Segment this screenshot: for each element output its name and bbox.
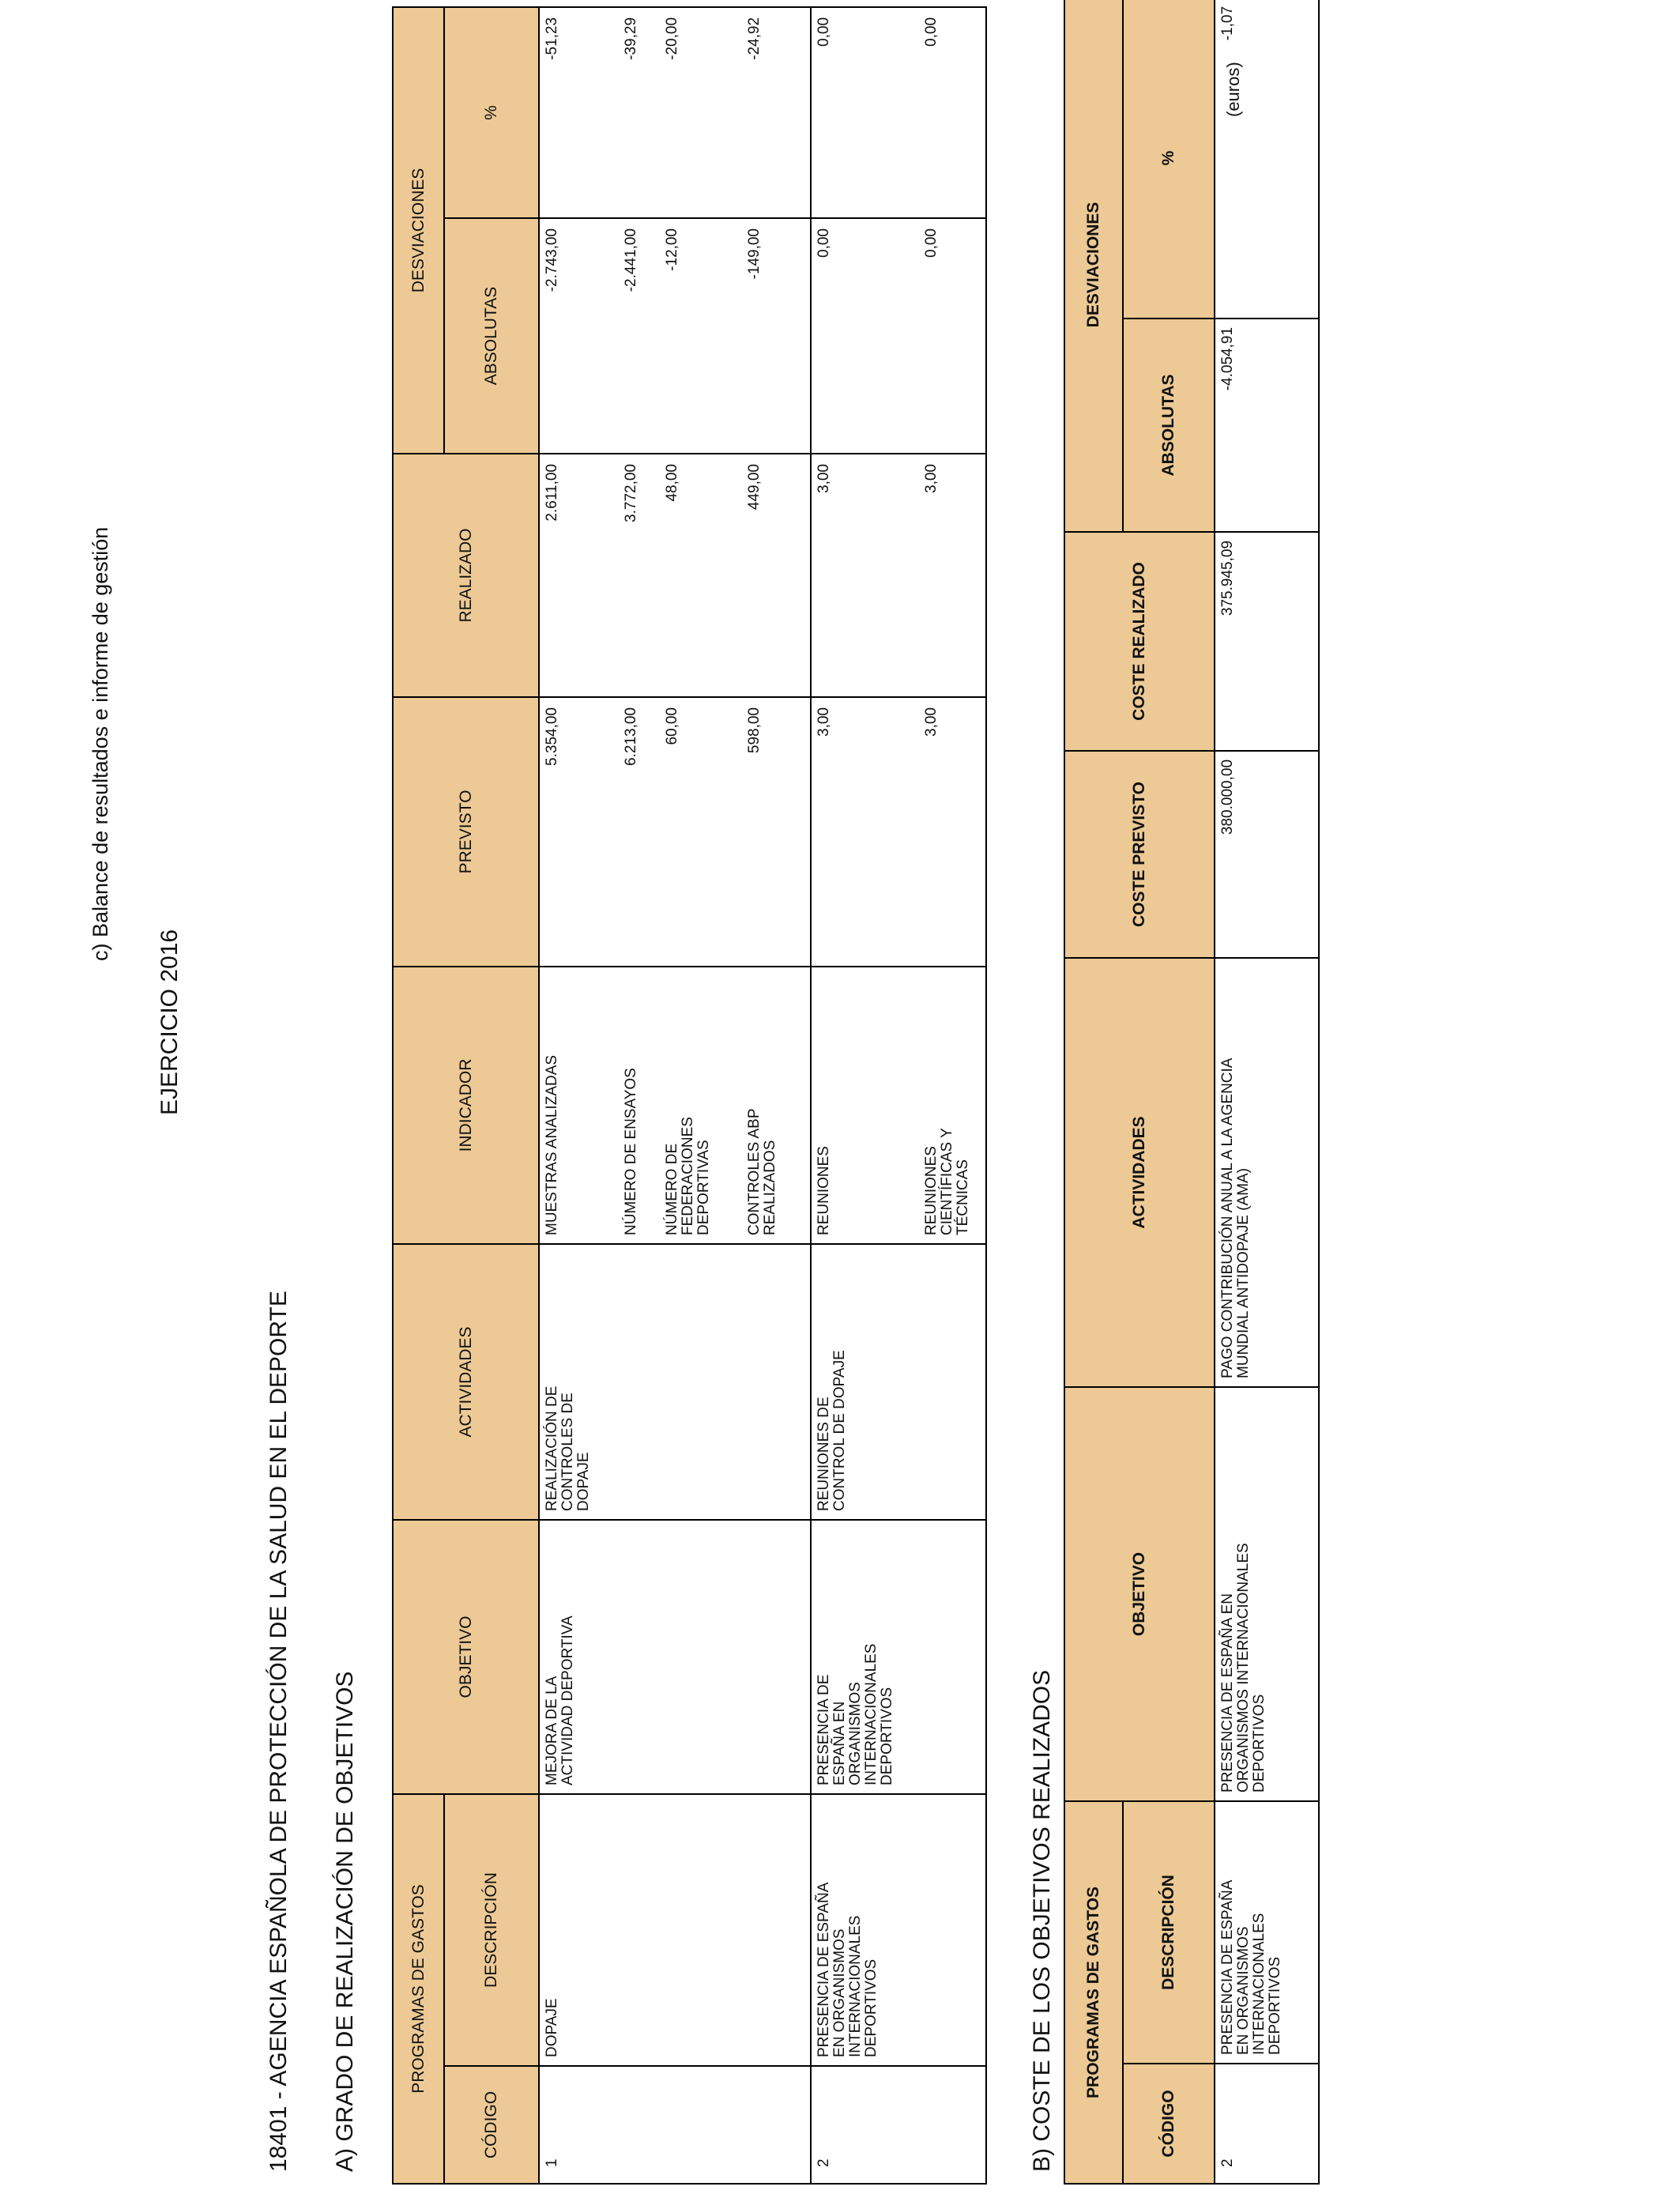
row2-absolutas: 0,00 0,00 [811, 218, 986, 454]
costrow-absolutas: -4.054,91 [1215, 319, 1319, 532]
table-row [539, 7, 811, 2184]
header-pct: % [1123, 0, 1215, 319]
header-codigo: CÓDIGO [444, 2066, 539, 2184]
row1-descripcion: DOPAJE [539, 1794, 811, 2066]
header-descripcion: DESCRIPCIÓN [444, 1794, 539, 2066]
row1-pct: -51,23 -39,29 -20,00 -24,92 [539, 7, 811, 218]
costrow-coste-previsto: 380.000,00 [1215, 751, 1319, 958]
header-programas: PROGRAMAS DE GASTOS [1064, 1801, 1123, 2184]
costrow-descripcion: PRESENCIA DE ESPAÑA EN ORGANISMOS INTERNACIONALES DEPORTIVOS [1215, 1801, 1319, 2064]
row2-realizado: 3,00 3,00 [811, 454, 986, 697]
row1-absolutas: -2.743,00 -2.441,00 -12,00 -149,00 [539, 218, 811, 454]
row1-indicadores: MUESTRAS ANALIZADAS NÚMERO DE ENSAYOS NÚMERO DE FEDERACIONES DEPORTIVAS CONTROLES ABP REALIZADOS [539, 967, 811, 1244]
table-row [1215, 0, 1319, 2184]
section-b-title: B) COSTE DE LOS OBJETIVOS REALIZADOS [1029, 1669, 1055, 2172]
header-desviaciones: DESVIACIONES [1064, 0, 1123, 532]
header-absolutas: ABSOLUTAS [1123, 319, 1215, 532]
header-pct: % [444, 7, 539, 218]
header-actividades: ACTIVIDADES [1064, 958, 1215, 1387]
header-previsto: PREVISTO [393, 697, 539, 967]
header-realizado: REALIZADO [393, 454, 539, 697]
header-programas: PROGRAMAS DE GASTOS [393, 1794, 444, 2184]
costrow-actividades: PAGO CONTRIBUCIÓN ANUAL A LA AGENCIA MUNDIAL ANTIDOPAJE (AMA) [1215, 958, 1319, 1387]
header-row-1 [393, 7, 444, 2184]
costrow-objetivo: PRESENCIA DE ESPAÑA EN ORGANISMOS INTERNACIONALES DEPORTIVOS [1215, 1387, 1319, 1801]
row2-descripcion: PRESENCIA DE ESPAÑA EN ORGANISMOS INTERNACIONALES DEPORTIVOS [811, 1794, 986, 2066]
row2-previsto: 3,00 3,00 [811, 697, 986, 967]
fiscal-year: EJERCICIO 2016 [156, 929, 183, 1115]
row1-actividades: REALIZACIÓN DE CONTROLES DE DOPAJE [539, 1244, 811, 1520]
costrow-codigo: 2 [1215, 2064, 1319, 2184]
header-desviaciones: DESVIACIONES [393, 7, 444, 454]
header-coste-realizado: COSTE REALIZADO [1064, 532, 1215, 751]
costrow-coste-realizado: 375.945,09 [1215, 532, 1319, 751]
row1-realizado: 2.611,00 3.772,00 48,00 449,00 [539, 454, 811, 697]
row1-previsto: 5.354,00 6.213,00 60,00 598,00 [539, 697, 811, 967]
row2-objetivo: PRESENCIA DE ESPAÑA EN ORGANISMOS INTERNACIONALES DEPORTIVOS [811, 1520, 986, 1794]
header-coste-previsto: COSTE PREVISTO [1064, 751, 1215, 958]
row1-codigo: 1 [539, 2066, 811, 2184]
cost-table [1064, 0, 1320, 2185]
costrow-pct: -1,07 [1215, 0, 1319, 319]
currency-note: (euros) [1223, 62, 1243, 117]
header-row-1 [1064, 0, 1123, 2184]
entity-title: 18401 - AGENCIA ESPAÑOLA DE PROTECCIÓN DE LA SALUD EN EL DEPORTE [266, 1291, 292, 2172]
header-objetivo: OBJETIVO [1064, 1387, 1215, 1801]
row2-codigo: 2 [811, 2066, 986, 2184]
row1-objetivo: MEJORA DE LA ACTIVIDAD DEPORTIVA [539, 1520, 811, 1794]
objectives-table [392, 6, 987, 2185]
row2-pct: 0,00 0,00 [811, 7, 986, 218]
report-subtitle: c) Balance de resultados e informe de gestión [89, 526, 112, 961]
header-codigo: CÓDIGO [1123, 2064, 1215, 2184]
header-descripcion: DESCRIPCIÓN [1123, 1801, 1215, 2064]
header-objetivo: OBJETIVO [393, 1520, 539, 1794]
header-indicador: INDICADOR [393, 967, 539, 1244]
section-a-title: A) GRADO DE REALIZACIÓN DE OBJETIVOS [332, 1671, 358, 2172]
row2-indicadores: REUNIONES REUNIONES CIENTÍFICAS Y TÉCNICAS [811, 967, 986, 1244]
header-actividades: ACTIVIDADES [393, 1244, 539, 1520]
header-absolutas: ABSOLUTAS [444, 218, 539, 454]
row2-actividades: REUNIONES DE CONTROL DE DOPAJE [811, 1244, 986, 1520]
table-row [811, 7, 986, 2184]
